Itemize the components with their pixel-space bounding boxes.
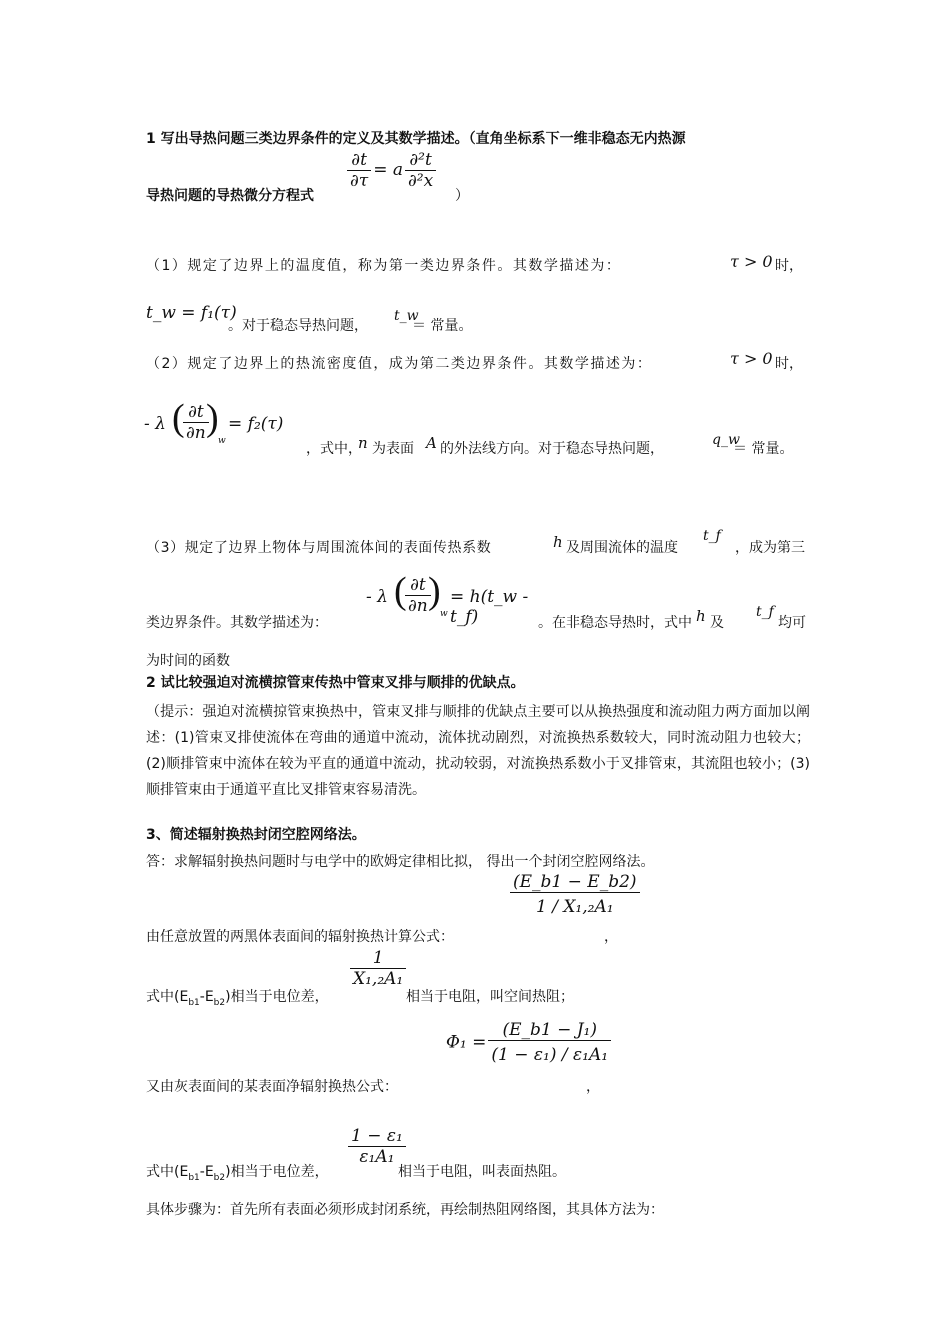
q3-l4: 式中$(E_{b1}-E_{b2})$相当于电位差， [146,1164,329,1183]
eq-space-resistance: $\frac{1}{\text{X₁,₂A₁}}$ [348,948,408,989]
q3-title: 3、简述辐射换热封闭空腔网络法。 [146,827,366,843]
tf-symbol-2: t_f [756,604,774,620]
pde-equation: $\frac{\partial t}{\partial\tau}$ = a $\frac{\text{∂²t}}{\text{∂²x}}$ [345,150,438,191]
q3-l4-d: 相当于电阻，叫表面热阻。 [398,1164,566,1180]
p3-c: ，成为第三 [735,540,805,556]
eq-second-kind: - λ ( $\frac{\partial t}{\partial n}$ ) w = f₂(τ) [144,397,284,446]
p3-g: 均可 [778,615,806,631]
p2-cond: τ > 0 [730,349,773,368]
p3-b: 及周围流体的温度 [566,540,678,556]
h-symbol-2: h [696,607,706,625]
eq-gray-surface: Φ₁ = $\frac{\text{(E\_b1 − J₁)}}{\text{(1 − ε₁) / ε₁A₁}}$ [446,1020,613,1065]
const-2: ＝ 常量。 [733,441,794,457]
const-1: ＝ 常量。 [412,318,473,334]
p2-time: 时， [775,356,803,372]
p3-a: （3）规定了边界上物体与周围流体间的表面传热系数 [146,540,492,556]
p2-d: 的外法线方向。对于稳态导热问题， [440,441,664,457]
p1-time: 时， [775,258,803,274]
q1-title-end: ） [455,188,469,204]
q3-l2: 式中$(E_{b1}-E_{b2})$相当于电位差， [146,989,329,1008]
p3-h: 为时间的函数 [146,653,230,669]
q1-title-cont: 导热问题的导热微分方程式 [146,188,314,204]
q3-l1-end: ， [604,929,618,945]
q1-title: 1 写出导热问题三类边界条件的定义及其数学描述。（直角坐标系下一维非稳态无内热源 [146,131,686,147]
p1-b: 。对于稳态导热问题， [228,318,368,334]
p2-b: ，式中， [306,441,362,457]
a-symbol: A [426,434,437,452]
q2-body: （提示：强迫对流横掠管束换热中，管束叉排与顺排的优缺点主要可以从换热强度和流动阻力两方面加以阐述：(1)管束叉排使流体在弯曲的通道中流动，流体扰动剧烈，对流换热系数较大，同时流动阻力也较大；(2)顺排管束中流体在较为平直的通道中流动，扰动较弱，对流换热系数小于叉排管束，其流阻也较小；(3)顺排管束由于通道平直比叉排管束容易清洗。 [146,704,810,798]
q3-l3-end: ， [586,1079,600,1095]
tf-symbol-1: t_f [703,528,721,544]
p3-e: 。在非稳态导热时，式中 [538,615,692,631]
q3-l1: 由任意放置的两黑体表面间的辐射换热计算公式： [146,929,454,945]
p3-d: 类边界条件。其数学描述为： [146,615,328,631]
qw-symbol: q_w [712,432,740,448]
p1-text: （1）规定了边界上的温度值，称为第一类边界条件。其数学描述为： [146,258,622,274]
tw-symbol: t_w [394,308,419,324]
p3-f: 及 [710,615,724,631]
eq-tw: t_w = f₁(τ) [146,303,237,323]
eq-surface-resistance: $\frac{\text{1 − ε₁}}{\text{ε₁A₁}}$ [346,1126,408,1167]
eq-blackbody: $\frac{(E\_b1 - E\_b2)}{\text{1 / X₁,₂A₁}}$ [508,872,642,917]
q3-l2-d: 相当于电阻，叫空间热阻； [406,989,574,1005]
n-symbol: n [358,434,368,452]
q3-l5: 具体步骤为：首先所有表面必须形成封闭系统，再绘制热阻网络图，其具体方法为： [146,1202,664,1218]
h-symbol-1: h [553,533,563,551]
eq-third-kind: - λ ( $\frac{\partial t}{\partial n}$ ) w = h(t_w - t_f) [366,570,529,627]
q3-l3: 又由灰表面间的某表面净辐射换热公式： [146,1079,398,1095]
p2-text: （2）规定了边界上的热流密度值，成为第二类边界条件。其数学描述为： [146,356,653,372]
q2-title: 2 试比较强迫对流横掠管束传热中管束叉排与顺排的优缺点。 [146,675,525,691]
p2-c: 为表面 [372,441,414,457]
q3-answer: 答：求解辐射换热问题时与电学中的欧姆定律相比拟， 得出一个封闭空腔网络法。 [146,854,655,870]
p1-cond: τ > 0 [730,252,773,271]
